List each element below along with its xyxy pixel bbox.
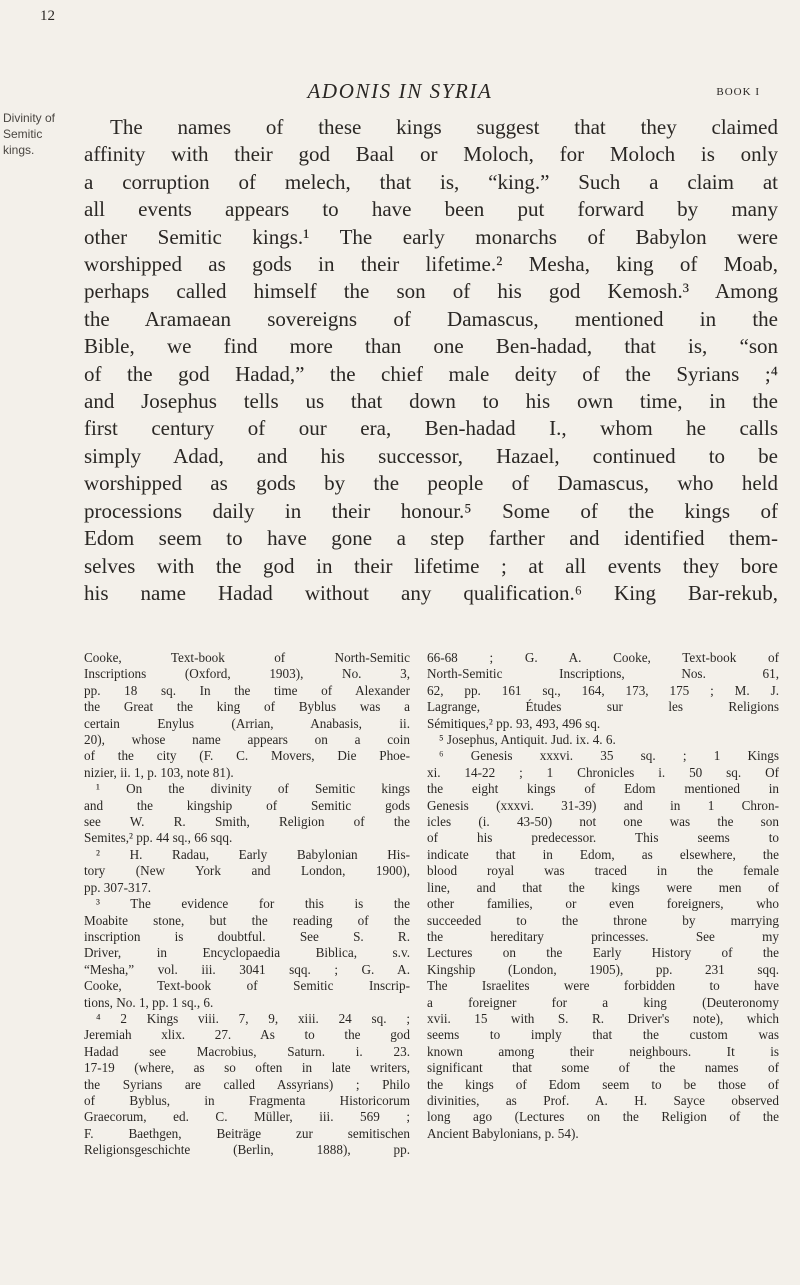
footnote-line: ⁶ Genesis xxxvi. 35 sq. ; 1 Kings (439, 748, 779, 764)
footnote-4 (84, 1011, 410, 1159)
footnote-line: Moabite stone, but the reading of the (84, 912, 410, 928)
footnote-line: Driver, in Encyclopaedia Biblica, s.v. (84, 945, 410, 961)
footnote-line: Cooke, Text-book of Semitic Inscrip- (84, 978, 410, 994)
footnote-line: Graecorum, ed. C. Müller, iii. 569 ; (84, 1109, 410, 1125)
text-line: selves with the god in their lifetime ; at all events they bore (84, 553, 778, 578)
footnote-line: the Syrians are called Assyrians) ; Philo (84, 1076, 410, 1092)
footnote-line: Lectures on the Early History of the (427, 945, 779, 961)
footnotes-right-column (427, 650, 779, 1142)
footnote-line: xi. 14-22 ; 1 Chronicles i. 50 sq. Of (427, 764, 779, 780)
footnote-5 (427, 732, 779, 748)
footnote-line: 17-19 (where, as so often in late writers, (84, 1060, 410, 1076)
footnote-line: pp. 18 sq. In the time of Alexander (84, 682, 410, 698)
text-line: The names of these kings suggest that they claimed (110, 115, 778, 139)
footnote-line: of his predecessor. This seems to (427, 830, 779, 846)
margin-note (3, 110, 83, 158)
footnote-line: see W. R. Smith, Religion of the (84, 814, 410, 830)
footnote-line: blood royal was traced in the female (427, 863, 779, 879)
footnote-line: indicate that in Edom, as elsewhere, the (427, 846, 779, 862)
footnote-line: The Israelites were forbidden to have (427, 978, 779, 994)
footnote-line: the eight kings of Edom mentioned in (427, 781, 779, 797)
text-line: perhaps called himself the son of his god Kemosh.³ Among (84, 279, 778, 304)
footnote-line: Jeremiah xlix. 27. As to the god (84, 1027, 410, 1043)
text-line: Edom seem to have gone a step farther and identified them- (84, 526, 778, 551)
footnote-line: other families, or even foreigners, who (427, 896, 779, 912)
footnote-2 (84, 847, 410, 896)
footnote-line: xvii. 15 with S. R. Driver's note), which (427, 1010, 779, 1026)
footnote-line: North-Semitic Inscriptions, Nos. 61, (427, 666, 779, 682)
footnote-6 (427, 748, 779, 1142)
footnote-line: tions, No. 1, pp. 1 sq., 6. (84, 994, 214, 1010)
text-line: first century of our era, Ben-hadad I., whom he calls (84, 416, 778, 441)
footnote-line: Lagrange, Études sur les Religions (427, 699, 779, 715)
footnote-line: Sémitiques,² pp. 93, 493, 496 sq. (427, 715, 601, 731)
footnote-line: a foreigner for a king (Deuteronomy (427, 994, 779, 1010)
footnote-line: the Great the king of Byblus was a (84, 699, 410, 715)
text-line: worshipped as gods by the people of Damascus, who held (84, 471, 778, 496)
footnote-line: Inscriptions (Oxford, 1903), No. 3, (84, 666, 410, 682)
text-line: simply Adad, and his successor, Hazael, continued to be (84, 443, 778, 468)
text-line: affinity with their god Baal or Moloch, for Moloch is only (84, 142, 778, 167)
text-line: all events appears to have been put forward by many (84, 197, 778, 222)
text-line: and Josephus tells us that down to his own time, in the (84, 389, 778, 414)
text-line: a corruption of melech, that is, “king.” Such a claim at (84, 169, 778, 194)
footnote-line: Ancient Babylonians, p. 54). (427, 1125, 579, 1141)
page-number: 12 (40, 8, 55, 24)
footnote-line: certain Enylus (Arrian, Anabasis, ii. (84, 715, 410, 731)
footnote-line: inscription is doubtful. See S. R. (84, 928, 410, 944)
margin-note-line: Divinity of (3, 111, 56, 125)
footnote-line: F. Baethgen, Beiträge zur semitischen (84, 1125, 410, 1141)
footnote-line: icles (i. 43-50) not one was the son (427, 814, 779, 830)
text-line: other Semitic kings.¹ The early monarchs of Babylon were (84, 224, 778, 249)
text-line: of the god Hadad,” the chief male deity of the Syrians ;⁴ (84, 361, 778, 386)
main-text (84, 114, 778, 607)
footnote-line: pp. 307-317. (84, 879, 152, 895)
footnote-line: 20), whose name appears on a coin (84, 732, 410, 748)
footnote-line: Genesis (xxxvi. 31-39) and in 1 Chron- (427, 797, 779, 813)
footnote-line: Religionsgeschichte (Berlin, 1888), pp. (84, 1142, 410, 1158)
margin-note-line: Semitic (3, 127, 43, 141)
book-label: BOOK I (716, 86, 760, 98)
footnote-line: ⁴ 2 Kings viii. 7, 9, xiii. 24 sq. ; (96, 1010, 410, 1026)
footnote-3 (84, 896, 410, 1011)
margin-note-line: kings. (3, 143, 35, 157)
footnote-line: significant that some of the names of (427, 1060, 779, 1076)
footnote-line: “Mesha,” vol. iii. 3041 sqq. ; G. A. (84, 961, 410, 977)
footnote-line: nizier, ii. 1, p. 103, note 81). (84, 764, 234, 780)
running-head: ADONIS IN SYRIA (307, 79, 493, 103)
footnote-line: the kings of Edom seem to be those of (427, 1076, 779, 1092)
footnote-line: known among their neighbours. It is (427, 1043, 779, 1059)
footnote-line: 62, pp. 161 sq., 164, 173, 175 ; M. J. (427, 682, 779, 698)
text-line: the Aramaean sovereigns of Damascus, mentioned in the (84, 306, 778, 331)
footnote-line: ⁵ Josephus, Antiquit. Jud. ix. 4. 6. (439, 732, 616, 748)
footnote-line: Hadad see Macrobius, Saturn. i. 23. (84, 1043, 410, 1059)
text-line: his name Hadad without any qualification.⁶ King Bar-rekub, (84, 580, 778, 605)
footnote-line: ¹ On the divinity of Semitic kings (96, 781, 410, 797)
text-line: Bible, we find more than one Ben-hadad, that is, “son (84, 334, 778, 359)
footnote-4-continued (427, 650, 779, 732)
footnotes-left-column (84, 650, 410, 1159)
footnote-line: of Byblus, in Fragmenta Historicorum (84, 1092, 410, 1108)
footnote-line: of the city (F. C. Movers, Die Phoe- (84, 748, 410, 764)
footnote-line: divinities, as Prof. A. H. Sayce observed (427, 1092, 779, 1108)
footnote-line: the hereditary princesses. See my (427, 928, 779, 944)
footnote-line: ³ The evidence for this is the (96, 896, 410, 912)
footnote-line: Semites,² pp. 44 sq., 66 sqq. (84, 830, 233, 846)
footnote-line: ² H. Radau, Early Babylonian His- (96, 846, 410, 862)
footnote-line: long ago (Lectures on the Religion of the (427, 1109, 779, 1125)
footnote-line: line, and that the kings were men of (427, 879, 779, 895)
text-line: processions daily in their honour.⁵ Some of the kings of (84, 498, 778, 523)
footnote-1 (84, 781, 410, 847)
footnote-line: Kingship (London, 1905), pp. 231 sqq. (427, 961, 779, 977)
footnote-line: succeeded to the throne by marrying (427, 912, 779, 928)
footnote-continuation (84, 650, 410, 781)
footnote-line: seems to imply that the custom was (427, 1027, 779, 1043)
footnote-line: Cooke, Text-book of North-Semitic (84, 650, 410, 665)
footnote-line: and the kingship of Semitic gods (84, 797, 410, 813)
footnote-line: 66-68 ; G. A. Cooke, Text-book of (427, 650, 779, 665)
footnote-line: tory (New York and London, 1900), (84, 863, 410, 879)
text-line: worshipped as gods in their lifetime.² Mesha, king of Moab, (84, 252, 778, 277)
